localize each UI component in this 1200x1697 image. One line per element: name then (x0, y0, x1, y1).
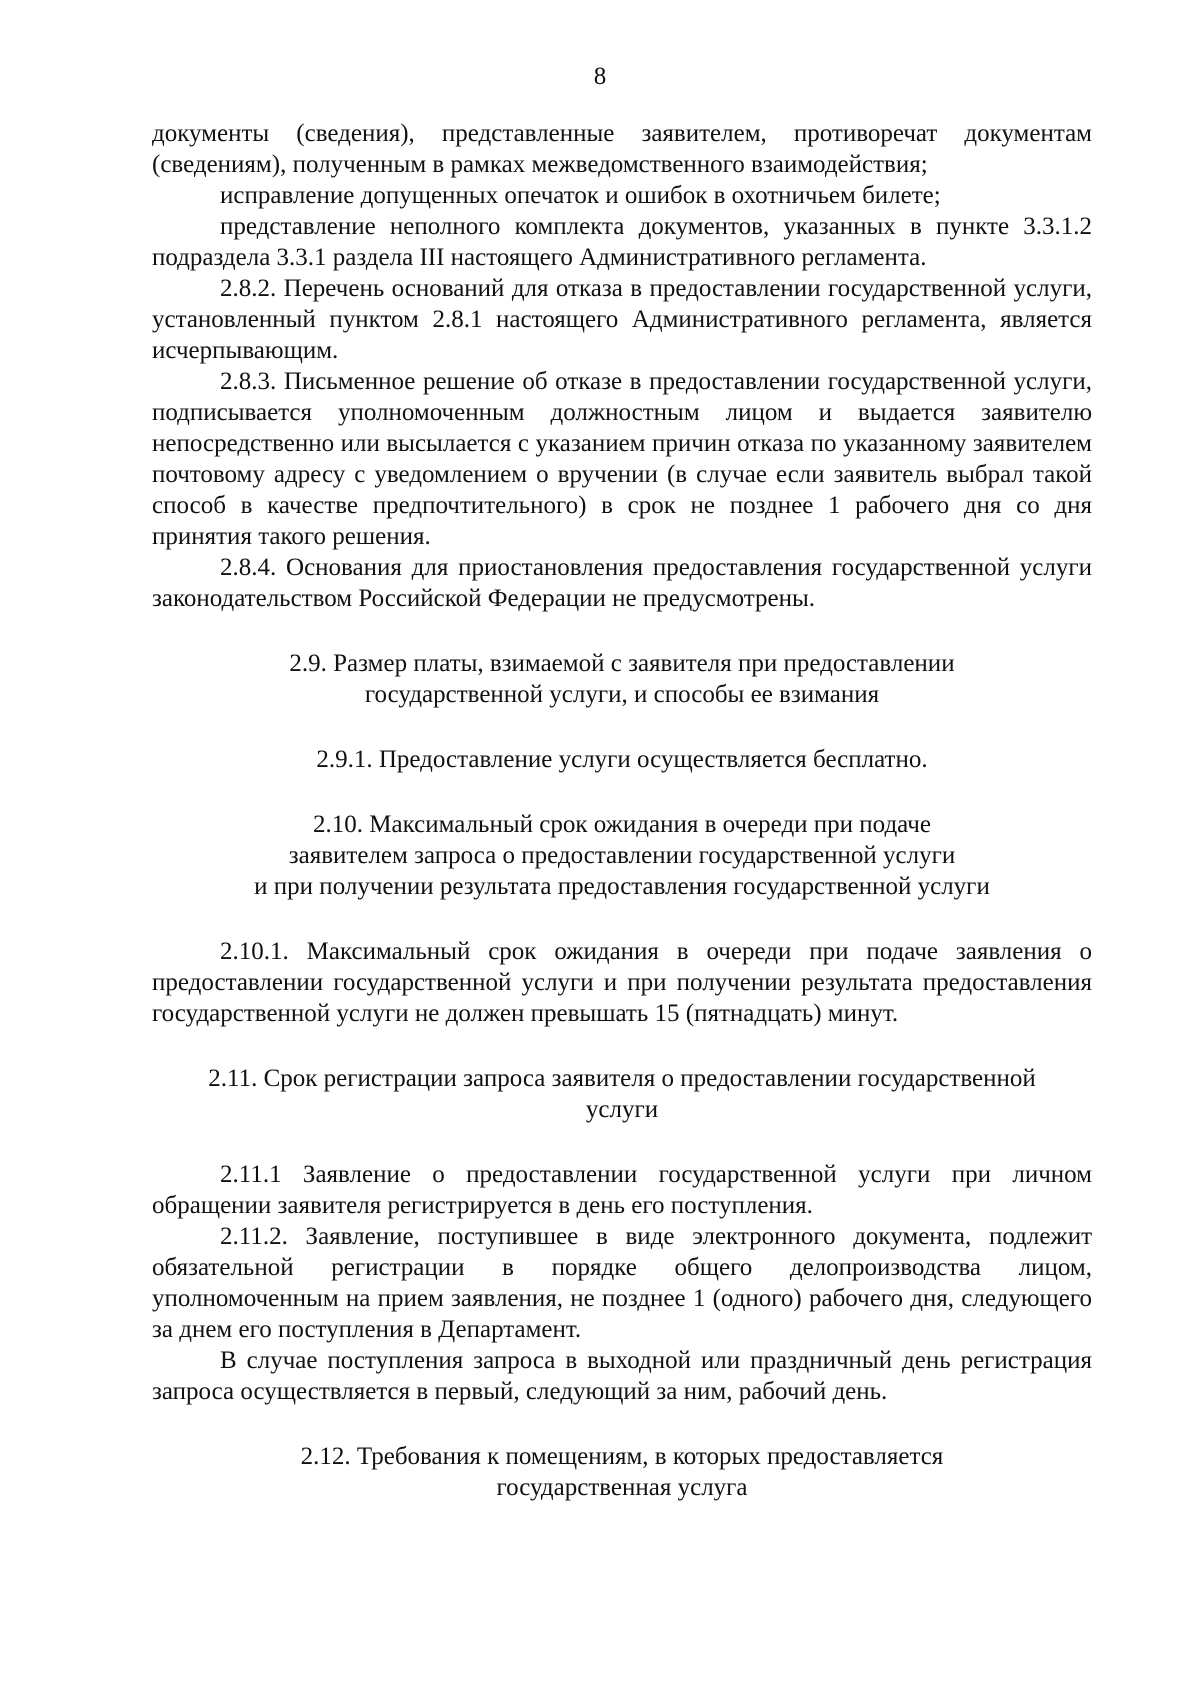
heading-line: государственная услуга (496, 1474, 748, 1501)
paragraph-2-11-2: 2.11.2. Заявление, поступившее в виде электронного документа, подлежит обязательной регистрации в порядке общего делопроизводства лицом, уполномоченным на прием заявления, не позднее 1 (одного) рабочего дня, следующего за днем его поступления в Департамент. (152, 1223, 1092, 1343)
paragraph-2-8-4: 2.8.4. Основания для приостановления предоставления государственной услуги законодательством Российской Федерации не предусмотрены. (152, 554, 1092, 612)
paragraph-holiday-registration: В случае поступления запроса в выходной или праздничный день регистрация запроса осуществляется в первый, следующий за ним, рабочий день. (152, 1347, 1092, 1405)
paragraph-incomplete-documents: представление неполного комплекта документов, указанных в пункте 3.3.1.2 подраздела 3.3.1 раздела III настоящего Административного регламента. (152, 213, 1092, 271)
paragraph-2-10-1: 2.10.1. Максимальный срок ожидания в очереди при подаче заявления о предоставлении государственной услуги и при получении результата предоставления государственной услуги не должен превышать 15 (пятнадцать) минут. (152, 938, 1092, 1027)
section-heading-2-11 (152, 1063, 1092, 1125)
heading-line: 2.9.1. Предоставление услуги осуществляется бесплатно. (316, 746, 928, 773)
heading-line: 2.12. Требования к помещениям, в которых предоставляется (300, 1443, 944, 1470)
heading-line: услуги (585, 1096, 659, 1123)
page-number: 8 (593, 63, 607, 90)
heading-line: государственной услуги, и способы ее взимания (364, 681, 880, 708)
paragraph-2-11-1: 2.11.1 Заявление о предоставлении государственной услуги при личном обращении заявителя регистрируется в день его поступления. (152, 1161, 1092, 1219)
paragraph-2-9-1 (152, 744, 1092, 775)
heading-line: 2.9. Размер платы, взимаемой с заявителя при предоставлении (289, 650, 955, 677)
paragraph-conflicting-documents: документы (сведения), представленные заявителем, противоречат документам (сведениям), полученным в рамках межведомственного взаимодействия; (152, 120, 1092, 178)
paragraph-typo-correction: исправление допущенных опечаток и ошибок в охотничьем билете; (220, 182, 941, 209)
paragraph-2-8-3: 2.8.3. Письменное решение об отказе в предоставлении государственной услуги, подписывается уполномоченным должностным лицом и выдается заявителю непосредственно или высылается с указанием причин отказа по указанному заявителем почтовому адресу с уведомлением о вручении (в случае если заявитель выбрал такой способ в качестве предпочтительного) в срок не позднее 1 рабочего дня со дня принятия такого решения. (152, 368, 1092, 550)
paragraph-2-8-2: 2.8.2. Перечень оснований для отказа в предоставлении государственной услуги, установленный пунктом 2.8.1 настоящего Административного регламента, является исчерпывающим. (152, 275, 1092, 364)
document-body (152, 118, 1092, 1503)
section-heading-2-10 (152, 809, 1092, 902)
heading-line: 2.10. Максимальный срок ожидания в очереди при подаче (313, 811, 931, 838)
section-heading-2-9 (152, 648, 1092, 710)
heading-line: и при получении результата предоставления государственной услуги (254, 873, 990, 900)
heading-line: 2.11. Срок регистрации запроса заявителя о предоставлении государственной (208, 1065, 1036, 1092)
section-heading-2-12 (152, 1441, 1092, 1503)
heading-line: заявителем запроса о предоставлении государственной услуги (288, 842, 956, 869)
